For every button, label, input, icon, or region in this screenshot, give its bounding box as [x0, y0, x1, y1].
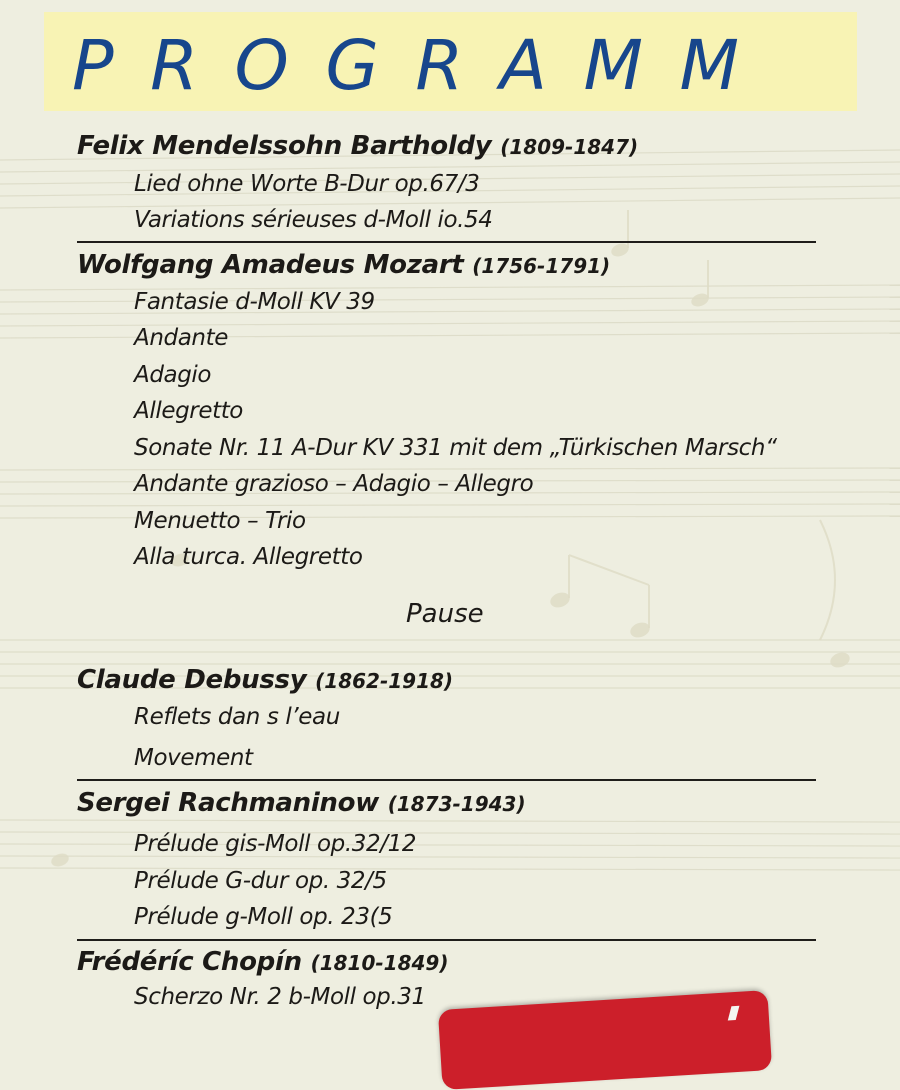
section-divider: [77, 241, 816, 243]
pause-label: Pause: [406, 599, 484, 629]
composer-heading: [77, 664, 453, 697]
work-item: Menuetto – Trio: [134, 508, 306, 534]
page-title: PROGRAMM: [72, 26, 776, 106]
work-item: Andante grazioso – Adagio – Allegro: [134, 471, 534, 497]
work-item: Prélude g-Moll op. 23(5: [134, 904, 393, 930]
composer-heading: [77, 130, 638, 163]
composer-name: Wolfgang Amadeus Mozart: [77, 250, 464, 280]
composer-years: (1862-1918): [315, 669, 454, 693]
composer-name: Sergei Rachmaninow: [77, 788, 379, 818]
section-divider: [77, 779, 816, 781]
work-item: Allegretto: [134, 398, 243, 424]
work-item: Fantasie d-Moll KV 39: [134, 289, 375, 315]
work-item: Adagio: [134, 362, 212, 388]
work-item: Alla turca. Allegretto: [134, 544, 363, 570]
composer-heading: [77, 787, 526, 820]
work-item: Scherzo Nr. 2 b-Moll op.31: [134, 984, 426, 1010]
work-item: Prélude gis-Moll op.32/12: [134, 831, 417, 857]
work-item: Andante: [134, 325, 228, 351]
composer-years: (1810-1849): [310, 951, 449, 975]
section-divider: [77, 939, 816, 941]
composer-years: (1756-1791): [472, 254, 611, 278]
composer-years: (1809-1847): [500, 135, 639, 159]
banner-mark: [728, 1006, 740, 1021]
composer-name: Frédéríc Chopín: [77, 947, 302, 977]
work-item: Variations sérieuses d-Moll io.54: [134, 207, 493, 233]
work-item: Lied ohne Worte B-Dur op.67/3: [134, 171, 480, 197]
composer-name: Claude Debussy: [77, 665, 307, 695]
work-item: Movement: [134, 745, 253, 771]
composer-heading: [77, 249, 610, 282]
work-item: Sonate Nr. 11 A-Dur KV 331 mit dem „Türkischen Marsch“: [134, 435, 777, 461]
composer-heading: [77, 946, 448, 979]
composer-years: (1873-1943): [387, 792, 526, 816]
composer-name: Felix Mendelssohn Bartholdy: [77, 131, 492, 161]
work-item: Prélude G-dur op. 32/5: [134, 868, 387, 894]
work-item: Reflets dan s l’eau: [134, 704, 340, 730]
